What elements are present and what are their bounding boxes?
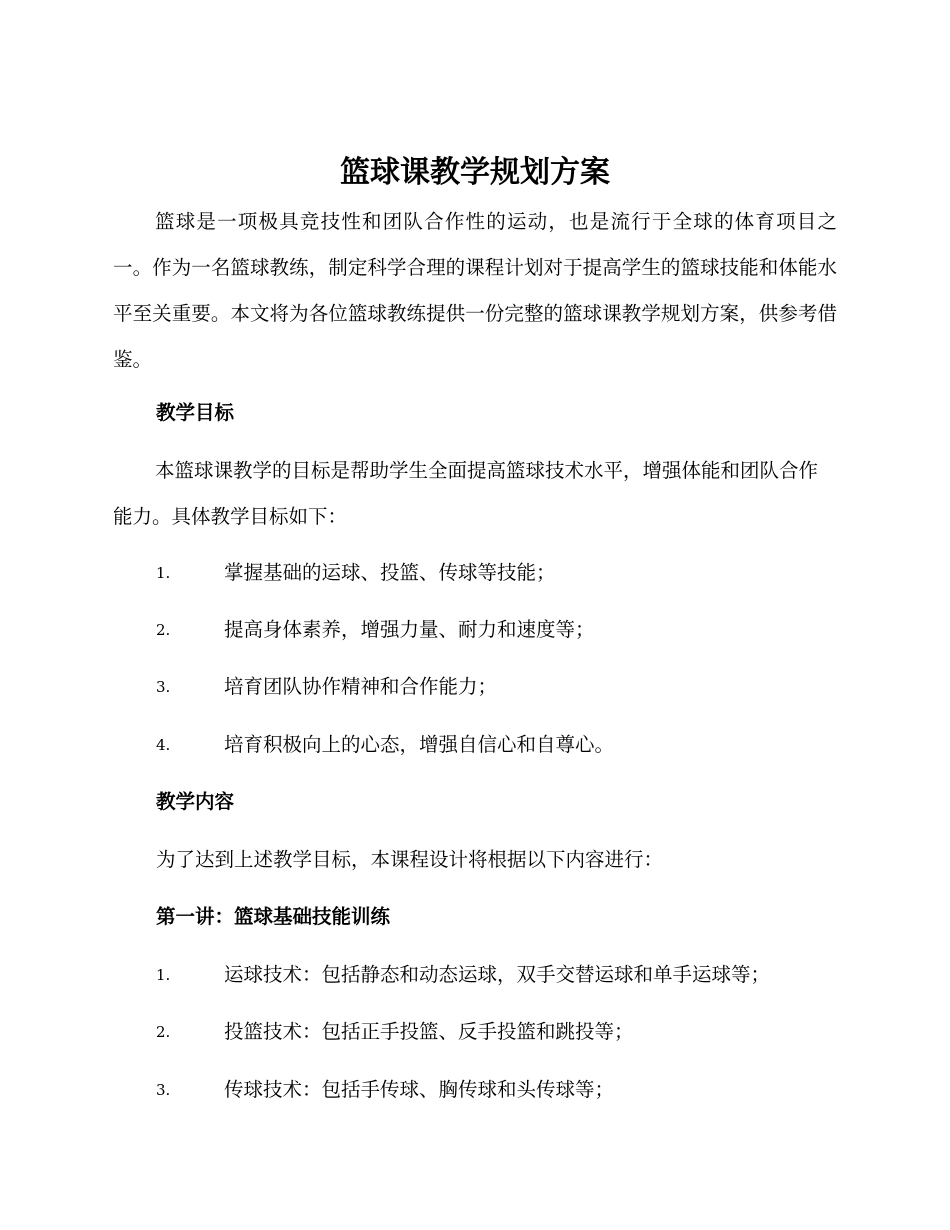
- document-title: 篮球课教学规划方案: [340, 155, 610, 190]
- list-text: 掌握基础的运球、投篮、传球等技能；: [224, 561, 556, 584]
- list-item: [0, 722, 950, 768]
- list-number: 1.: [156, 564, 171, 582]
- list-text: 提高身体素养，增强力量、耐力和速度等；: [224, 618, 595, 641]
- list-text: 培育积极向上的心态，增强自信心和自尊心。: [224, 733, 615, 756]
- goals-intro-paragraph: 本篮球课教学的目标是帮助学生全面提高篮球技术水平，增强体能和团队合作能力。具体教学目标如下：: [113, 459, 819, 528]
- intro-paragraph: 篮球是一项极具竞技性和团队合作性的运动，也是流行于全球的体育项目之一。作为一名篮球教练，制定科学合理的课程计划对于提高学生的篮球技能和体能水平至关重要。本文将为各位篮球教练提供一份完整的篮球课教学规划方案，供参考借鉴。: [113, 210, 837, 371]
- list-text: 投篮技术：包括正手投篮、反手投篮和跳投等；: [224, 1020, 634, 1043]
- list-number: 3.: [156, 1081, 171, 1099]
- lecture1-heading: 第一讲：篮球基础技能训练: [156, 905, 391, 928]
- list-number: 3.: [156, 678, 171, 696]
- list-item: [0, 550, 950, 596]
- list-item: [0, 1067, 950, 1113]
- list-item: [0, 607, 950, 653]
- list-item: [0, 952, 950, 998]
- list-number: 1.: [156, 966, 171, 984]
- content-heading: 教学内容: [156, 790, 235, 813]
- content-intro-paragraph: 为了达到上述教学目标，本课程设计将根据以下内容进行：: [156, 848, 664, 871]
- list-text: 运球技术：包括静态和动态运球，双手交替运球和单手运球等；: [224, 963, 771, 986]
- list-text: 培育团队协作精神和合作能力；: [224, 675, 498, 698]
- list-item: [0, 1009, 950, 1055]
- goals-heading: 教学目标: [156, 401, 235, 424]
- list-number: 4.: [156, 736, 171, 754]
- list-number: 2.: [156, 1023, 171, 1041]
- list-text: 传球技术：包括手传球、胸传球和头传球等；: [224, 1078, 615, 1101]
- list-number: 2.: [156, 621, 171, 639]
- list-item: [0, 664, 950, 710]
